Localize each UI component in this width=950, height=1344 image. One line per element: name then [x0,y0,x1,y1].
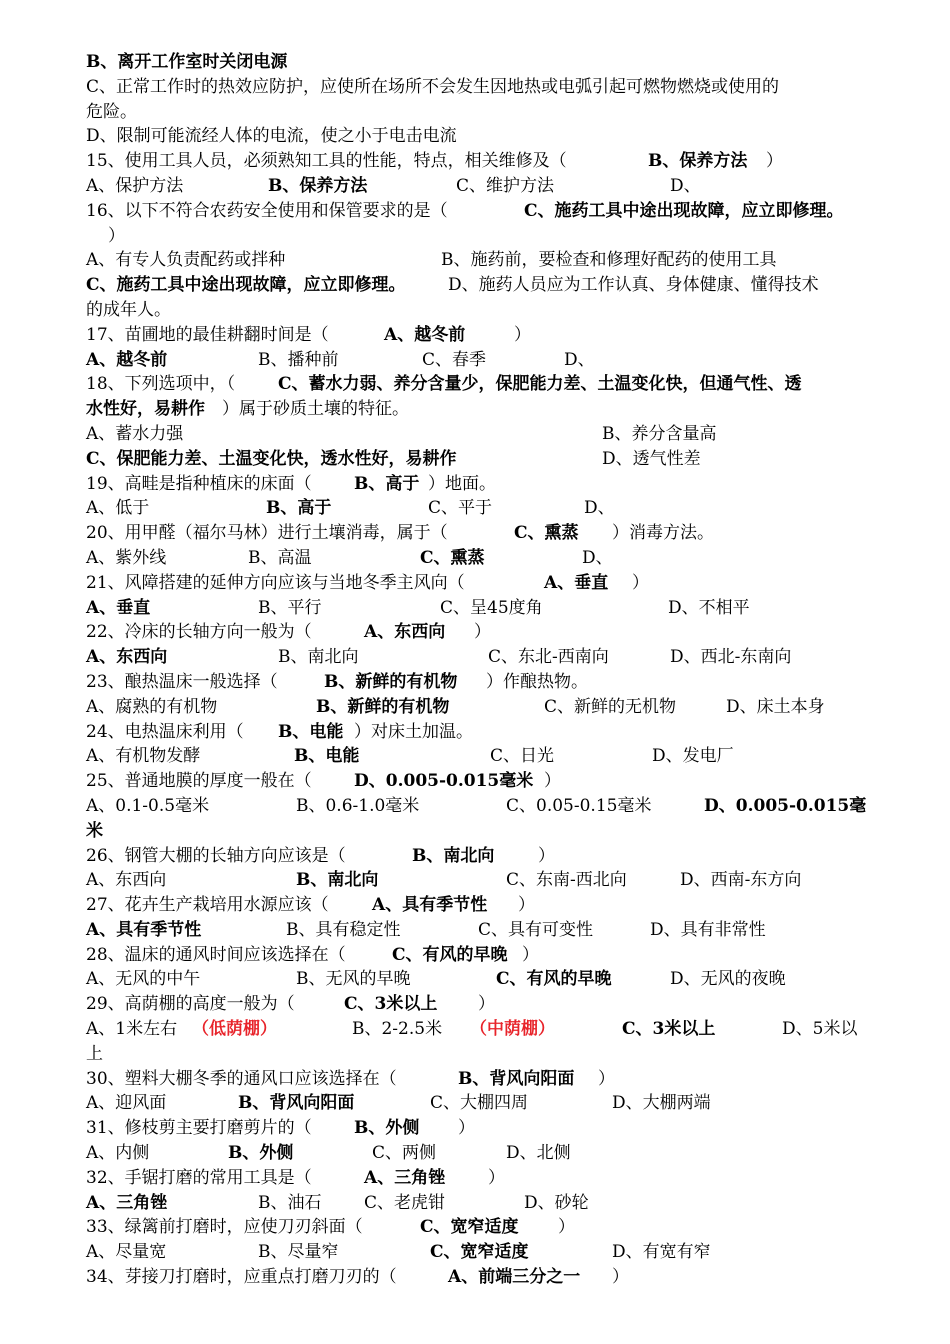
text-line [86,794,876,819]
line-text: A、1米左右 [86,1019,178,1040]
answer-text: 米 [86,820,103,841]
text-line [86,472,876,497]
line-text: 24、电热温床利用（ [86,721,244,742]
text-line [86,224,876,249]
line-text: B、施药前，要检查和修理好配药的使用工具 [441,250,777,271]
line-text: B、尽量窄 [258,1242,339,1263]
answer-text: B、外侧 [228,1143,294,1164]
text-line [86,571,876,596]
line-text: 34、芽接刀打磨时，应重点打磨刀刃的（ [86,1267,397,1288]
text-line [86,1191,876,1216]
answer-text: C、宽窄适度 [420,1217,519,1238]
answer-text: B、电能 [294,746,360,767]
line-text: ） [766,151,783,172]
answer-text: C、熏蒸 [514,523,579,544]
text-line [86,1240,876,1265]
answer-text: A、垂直 [544,572,609,593]
text-line [86,397,876,422]
line-text: D、限制可能流经人体的电流，使之小于电击电流 [86,126,457,147]
answer-text: B、电能 [278,721,344,742]
line-text: D、具有非常性 [650,919,766,940]
text-line [86,769,876,794]
text-line [86,372,876,397]
text-line [86,149,876,174]
line-text: A、东西向 [86,870,167,891]
line-text: C、新鲜的无机物 [544,696,677,717]
answer-text: A、具有季节性 [86,919,202,940]
answer-text: B、新鲜的有机物 [324,671,458,692]
line-text: 23、酿热温床一般选择（ [86,671,278,692]
line-text: D、 [564,349,595,370]
answer-text: B、保养方法 [268,175,368,196]
answer-text: B、南北向 [296,870,379,891]
answer-text: D、0.005-0.015毫 [704,795,867,816]
line-text: D、床土本身 [726,696,825,717]
line-text: C、老虎钳 [364,1192,446,1213]
line-text: B、无风的早晚 [296,969,411,990]
text-line [86,819,876,844]
text-line [86,645,876,670]
answer-text: C、3米以上 [344,994,438,1015]
text-line [86,1215,876,1240]
text-line [86,546,876,571]
text-line [86,943,876,968]
line-text: A、尽量宽 [86,1242,167,1263]
line-text: ） [544,771,561,792]
text-line [86,447,876,472]
answer-text: B、新鲜的有机物 [316,696,450,717]
answer-text: A、三角锉 [364,1167,446,1188]
line-text: A、蓄水力强 [86,423,184,444]
line-text: A、有专人负责配药或拌种 [86,250,286,271]
answer-text: B、南北向 [412,845,495,866]
text-line [86,75,876,100]
line-text: 22、冷床的长轴方向一般为（ [86,622,312,643]
line-text: D、 [582,547,613,568]
text-line [86,1067,876,1092]
line-text: A、迎风面 [86,1093,167,1114]
line-text: C、具有可变性 [478,919,594,940]
line-text: 17、苗圃地的最佳耕翻时间是（ [86,324,329,345]
text-line [86,670,876,695]
answer-text: 水性好，易耕作 [86,399,205,420]
text-line [86,124,876,149]
line-text: C、0.05-0.15毫米 [506,795,652,816]
line-text: 19、高畦是指种植床的床面（ [86,473,312,494]
annotation-text: （低荫棚） [192,1019,277,1040]
answer-text: B、高于 [354,473,420,494]
answer-text: B、保养方法 [648,151,748,172]
line-text: C、春季 [422,349,487,370]
line-text: ） [558,1217,575,1238]
text-line [86,1265,876,1290]
text-line [86,1042,876,1067]
line-text: C、维护方法 [456,175,555,196]
line-text: C、平于 [428,498,493,519]
line-text: 的成年人。 [86,299,171,320]
line-text: 危险。 [86,101,137,122]
line-text: B、具有稳定性 [286,919,401,940]
line-text: D、有宽有窄 [612,1242,711,1263]
text-line [86,1017,876,1042]
line-text: ） [598,1068,615,1089]
line-text: ） [488,1167,505,1188]
line-text: ） [108,225,125,246]
text-line [86,174,876,199]
line-text: B、0.6-1.0毫米 [296,795,420,816]
line-text: A、低于 [86,498,150,519]
line-text: D、施药人员应为工作认真、身体健康、懂得技术 [448,275,819,296]
line-text: D、西南-东方向 [680,870,802,891]
answer-text: B、离开工作室时关闭电源 [86,52,288,72]
line-text: ） [514,324,531,345]
text-line [86,199,876,224]
line-text: 31、修枝剪主要打磨剪片的（ [86,1118,312,1139]
line-text: ）属于砂质土壤的特征。 [222,399,409,420]
line-text: ） [632,572,649,593]
line-text: A、无风的中午 [86,969,201,990]
line-text: 28、温床的通风时间应该选择在（ [86,944,346,965]
text-line [86,868,876,893]
text-line [86,298,876,323]
text-line [86,496,876,521]
line-text: B、高温 [248,547,312,568]
line-text: 25、普通地膜的厚度一般在（ [86,771,312,792]
answer-text: A、三角锉 [86,1192,168,1213]
line-text: 33、绿篱前打磨时，应使刀刃斜面（ [86,1217,363,1238]
text-line [86,744,876,769]
line-text: ） [474,622,491,643]
text-line [86,893,876,918]
line-text: ） [518,895,535,916]
line-text: A、保护方法 [86,175,184,196]
line-text: 30、塑料大棚冬季的通风口应该选择在（ [86,1068,397,1089]
line-text: ）消毒方法。 [612,523,714,544]
answer-text: C、施药工具中途出现故障，应立即修理。 [86,275,406,296]
line-text: C、正常工作时的热效应防护，应使所在场所不会发生因地热或电弧引起可燃物燃烧或使用的 [86,76,780,97]
answer-text: C、有风的早晚 [392,944,508,965]
line-text: D、大棚两端 [612,1093,711,1114]
line-text: D、透气性差 [602,448,701,469]
text-line [86,323,876,348]
line-text: 16、以下不符合农药安全使用和保管要求的是（ [86,200,448,221]
line-text: ） [478,994,495,1015]
line-text: B、播种前 [258,349,339,370]
answer-text: C、蓄水力弱、养分含量少，保肥能力差、土温变化快，但通气性、透 [278,374,802,395]
text-line [86,521,876,546]
text-line [86,695,876,720]
line-text: 27、花卉生产栽培用水源应该（ [86,895,329,916]
line-text: 上 [86,1043,103,1064]
line-text: 18、下列选项中，（ [86,374,236,395]
text-line [86,967,876,992]
line-text: ） [458,1118,475,1139]
line-text: D、西北-东南向 [670,647,792,668]
text-line [86,1116,876,1141]
line-text: A、0.1-0.5毫米 [86,795,210,816]
line-text: B、平行 [258,597,322,618]
text-line [86,720,876,745]
line-text: D、砂轮 [524,1192,589,1213]
answer-text: C、宽窄适度 [430,1242,529,1263]
document-page [86,50,876,1290]
answer-text: A、东西向 [86,647,168,668]
answer-text: D、0.005-0.015毫米 [354,771,534,792]
line-text: B、养分含量高 [602,423,717,444]
text-line [86,422,876,447]
line-text: B、2-2.5米 [352,1019,443,1040]
answer-text: B、背风向阳面 [458,1068,575,1089]
text-line [86,918,876,943]
answer-text: A、前端三分之一 [448,1267,581,1288]
line-text: C、东南-西北向 [506,870,627,891]
line-text: A、腐熟的有机物 [86,696,218,717]
line-text: B、油石 [258,1192,322,1213]
text-line [86,248,876,273]
answer-text: C、3米以上 [622,1019,716,1040]
line-text: C、日光 [490,746,555,767]
line-text: D、 [584,498,615,519]
line-text: 15、使用工具人员，必须熟知工具的性能，特点，相关维修及（ [86,151,567,172]
answer-text: A、越冬前 [384,324,466,345]
line-text: 20、用甲醛（福尔马林）进行土壤消毒，属于（ [86,523,448,544]
line-text: ） [538,845,555,866]
line-text: D、 [670,175,701,196]
answer-text: B、外侧 [354,1118,420,1139]
text-line [86,620,876,645]
line-text: A、紫外线 [86,547,167,568]
text-line [86,1141,876,1166]
text-line [86,596,876,621]
answer-text: A、垂直 [86,597,151,618]
answer-text: A、具有季节性 [372,895,488,916]
answer-text: C、熏蒸 [420,547,485,568]
line-text: ）地面。 [428,473,496,494]
line-text: 21、风障搭建的延伸方向应该与当地冬季主风向（ [86,572,465,593]
line-text: C、大棚四周 [430,1093,529,1114]
line-text: ）作酿热物。 [486,671,588,692]
text-line [86,100,876,125]
text-line [86,844,876,869]
answer-text: B、高于 [266,498,332,519]
answer-text: C、有风的早晚 [496,969,612,990]
answer-text: C、保肥能力差、土温变化快，透水性好，易耕作 [86,448,457,469]
answer-text: A、东西向 [364,622,446,643]
line-text: 29、高荫棚的高度一般为（ [86,994,295,1015]
line-text: C、呈45度角 [440,597,543,618]
line-text: A、有机物发酵 [86,746,201,767]
line-text: D、无风的夜晚 [670,969,786,990]
text-line [86,992,876,1017]
text-line [86,348,876,373]
answer-text: A、越冬前 [86,349,168,370]
line-text: A、内侧 [86,1143,150,1164]
text-line [86,1166,876,1191]
line-text: D、发电厂 [652,746,734,767]
line-text: C、两侧 [372,1143,437,1164]
line-text: D、不相平 [668,597,750,618]
line-text: ） [612,1267,629,1288]
answer-text: B、背风向阳面 [238,1093,355,1114]
answer-text: C、施药工具中途出现故障，应立即修理。 [524,200,844,221]
line-text: B、南北向 [278,647,359,668]
annotation-text: （中荫棚） [470,1019,555,1040]
line-text: D、5米以 [782,1019,858,1040]
line-text: 26、钢管大棚的长轴方向应该是（ [86,845,346,866]
line-text: 32、手锯打磨的常用工具是（ [86,1167,312,1188]
line-text: C、东北-西南向 [488,647,609,668]
line-text: ）对床土加温。 [354,721,473,742]
text-line [86,1091,876,1116]
line-text: D、北侧 [506,1143,571,1164]
text-line [86,273,876,298]
text-line [86,50,876,75]
line-text: ） [522,944,539,965]
